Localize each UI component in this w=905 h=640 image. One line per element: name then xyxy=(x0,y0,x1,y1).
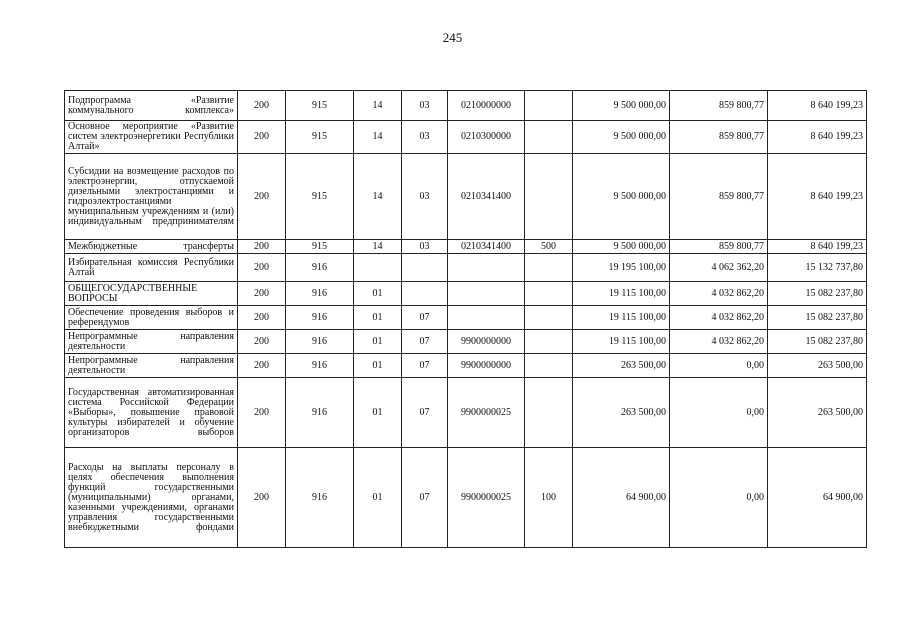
table-row xyxy=(65,306,867,330)
cell-expense-type xyxy=(525,354,573,378)
cell-expense-type xyxy=(525,154,573,240)
table-row xyxy=(65,254,867,282)
cell-remaining: 15 082 237,80 xyxy=(768,282,867,306)
cell-subsection: 07 xyxy=(402,448,448,548)
cell-expense-type: 100 xyxy=(525,448,573,548)
cell-target-article: 9900000025 xyxy=(448,378,525,448)
cell-expense-type xyxy=(525,254,573,282)
cell-executed: 0,00 xyxy=(670,448,768,548)
cell-ministry: 916 xyxy=(286,330,354,354)
cell-approved: 263 500,00 xyxy=(573,354,670,378)
cell-ministry: 915 xyxy=(286,91,354,121)
cell-ministry: 916 xyxy=(286,306,354,330)
cell-approved: 19 115 100,00 xyxy=(573,330,670,354)
cell-expense-type xyxy=(525,378,573,448)
cell-executed: 4 032 862,20 xyxy=(670,282,768,306)
cell-subsection: 07 xyxy=(402,330,448,354)
cell-expense-type: 500 xyxy=(525,240,573,254)
cell-code: 200 xyxy=(238,330,286,354)
table-row xyxy=(65,354,867,378)
cell-section: 01 xyxy=(354,378,402,448)
budget-table xyxy=(64,90,867,548)
cell-section: 01 xyxy=(354,306,402,330)
cell-approved: 9 500 000,00 xyxy=(573,91,670,121)
table-row xyxy=(65,448,867,548)
cell-remaining: 15 082 237,80 xyxy=(768,330,867,354)
cell-approved: 9 500 000,00 xyxy=(573,121,670,154)
cell-section: 01 xyxy=(354,282,402,306)
cell-subsection: 03 xyxy=(402,154,448,240)
cell-remaining: 8 640 199,23 xyxy=(768,121,867,154)
cell-section: 14 xyxy=(354,240,402,254)
cell-executed: 859 800,77 xyxy=(670,154,768,240)
table-row xyxy=(65,282,867,306)
cell-executed: 4 062 362,20 xyxy=(670,254,768,282)
cell-section xyxy=(354,254,402,282)
cell-ministry: 915 xyxy=(286,154,354,240)
cell-code: 200 xyxy=(238,354,286,378)
cell-code: 200 xyxy=(238,378,286,448)
cell-target-article xyxy=(448,306,525,330)
cell-executed: 0,00 xyxy=(670,378,768,448)
cell-executed: 4 032 862,20 xyxy=(670,306,768,330)
table-row xyxy=(65,91,867,121)
cell-expense-type xyxy=(525,282,573,306)
cell-section: 01 xyxy=(354,330,402,354)
cell-ministry: 915 xyxy=(286,121,354,154)
cell-subsection: 03 xyxy=(402,91,448,121)
cell-target-article: 0210341400 xyxy=(448,154,525,240)
cell-ministry: 916 xyxy=(286,254,354,282)
row-name: Основное мероприятие «Развитие систем электроэнергетики Республики Алтай» xyxy=(65,121,238,154)
cell-ministry: 915 xyxy=(286,240,354,254)
cell-approved: 9 500 000,00 xyxy=(573,240,670,254)
cell-remaining: 15 082 237,80 xyxy=(768,306,867,330)
cell-target-article xyxy=(448,282,525,306)
cell-target-article: 0210341400 xyxy=(448,240,525,254)
cell-section: 14 xyxy=(354,91,402,121)
cell-target-article: 0210300000 xyxy=(448,121,525,154)
row-name: Расходы на выплаты персоналу в целях обеспечения выполнения функций государственными (муниципальными) органами, казенными учреждениями, органами управления государственными внебюджетными фондами xyxy=(65,448,238,548)
cell-expense-type xyxy=(525,306,573,330)
cell-ministry: 916 xyxy=(286,448,354,548)
cell-code: 200 xyxy=(238,91,286,121)
cell-subsection xyxy=(402,254,448,282)
row-name: Избирательная комиссия Республики Алтай xyxy=(65,254,238,282)
cell-subsection: 03 xyxy=(402,240,448,254)
row-name: Государственная автоматизированная система Российской Федерации «Выборы», повышение правовой культуры избирателей и обучение организаторов выборов xyxy=(65,378,238,448)
table-row xyxy=(65,154,867,240)
row-name: Межбюджетные трансферты xyxy=(65,240,238,254)
cell-ministry: 916 xyxy=(286,354,354,378)
cell-section: 01 xyxy=(354,448,402,548)
cell-section: 14 xyxy=(354,121,402,154)
cell-approved: 9 500 000,00 xyxy=(573,154,670,240)
cell-code: 200 xyxy=(238,306,286,330)
cell-remaining: 263 500,00 xyxy=(768,354,867,378)
cell-target-article: 9900000025 xyxy=(448,448,525,548)
cell-ministry: 916 xyxy=(286,282,354,306)
cell-remaining: 64 900,00 xyxy=(768,448,867,548)
cell-subsection: 03 xyxy=(402,121,448,154)
cell-target-article: 0210000000 xyxy=(448,91,525,121)
cell-target-article: 9900000000 xyxy=(448,354,525,378)
cell-approved: 64 900,00 xyxy=(573,448,670,548)
cell-ministry: 916 xyxy=(286,378,354,448)
cell-code: 200 xyxy=(238,154,286,240)
row-name: Обеспечение проведения выборов и референдумов xyxy=(65,306,238,330)
cell-code: 200 xyxy=(238,282,286,306)
cell-executed: 859 800,77 xyxy=(670,121,768,154)
table-row xyxy=(65,240,867,254)
row-name: Подпрограмма «Развитие коммунального комплекса» xyxy=(65,91,238,121)
cell-remaining: 8 640 199,23 xyxy=(768,154,867,240)
cell-approved: 263 500,00 xyxy=(573,378,670,448)
row-name: Непрограммные направления деятельности xyxy=(65,354,238,378)
cell-remaining: 263 500,00 xyxy=(768,378,867,448)
cell-subsection: 07 xyxy=(402,378,448,448)
cell-section: 01 xyxy=(354,354,402,378)
cell-code: 200 xyxy=(238,121,286,154)
cell-executed: 4 032 862,20 xyxy=(670,330,768,354)
cell-executed: 859 800,77 xyxy=(670,240,768,254)
cell-approved: 19 115 100,00 xyxy=(573,306,670,330)
cell-subsection: 07 xyxy=(402,354,448,378)
cell-subsection xyxy=(402,282,448,306)
cell-section: 14 xyxy=(354,154,402,240)
cell-code: 200 xyxy=(238,448,286,548)
cell-target-article xyxy=(448,254,525,282)
table-row xyxy=(65,121,867,154)
cell-expense-type xyxy=(525,91,573,121)
cell-executed: 859 800,77 xyxy=(670,91,768,121)
page-number: 245 xyxy=(442,30,463,45)
cell-approved: 19 115 100,00 xyxy=(573,282,670,306)
cell-remaining: 15 132 737,80 xyxy=(768,254,867,282)
cell-code: 200 xyxy=(238,240,286,254)
table-row xyxy=(65,330,867,354)
cell-code: 200 xyxy=(238,254,286,282)
cell-subsection: 07 xyxy=(402,306,448,330)
cell-approved: 19 195 100,00 xyxy=(573,254,670,282)
row-name: Субсидии на возмещение расходов по электроэнергии, отпускаемой дизельными электростанциями и гидроэлектростанциями муниципальным учреждениям и (или) индивидуальным предпринимателям xyxy=(65,154,238,240)
cell-remaining: 8 640 199,23 xyxy=(768,91,867,121)
cell-remaining: 8 640 199,23 xyxy=(768,240,867,254)
cell-target-article: 9900000000 xyxy=(448,330,525,354)
cell-expense-type xyxy=(525,330,573,354)
row-name: Непрограммные направления деятельности xyxy=(65,330,238,354)
table-row xyxy=(65,378,867,448)
cell-expense-type xyxy=(525,121,573,154)
row-name: ОБЩЕГОСУДАРСТВЕННЫЕ ВОПРОСЫ xyxy=(65,282,238,306)
cell-executed: 0,00 xyxy=(670,354,768,378)
